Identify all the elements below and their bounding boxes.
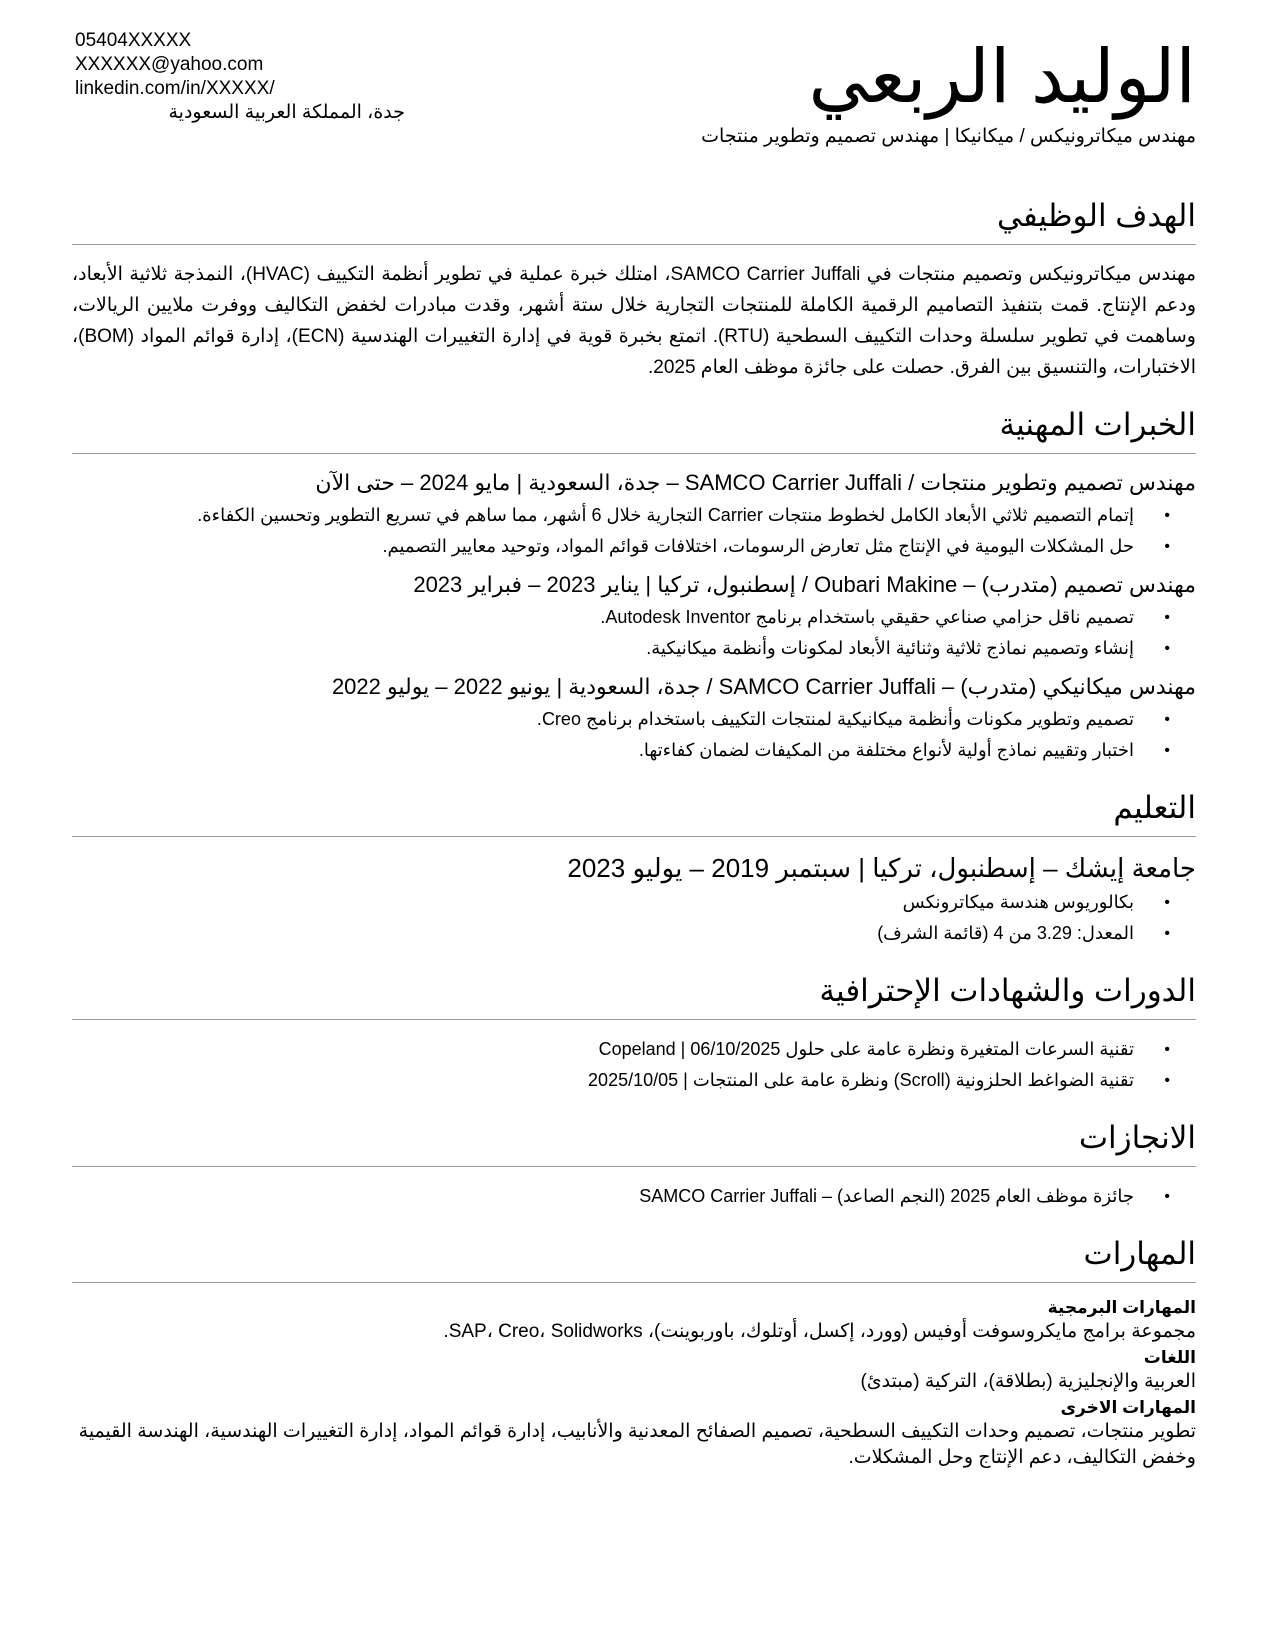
section-title: الانجازات (72, 1118, 1196, 1167)
skill-group-heading: المهارات الاخرى (1060, 1398, 1196, 1417)
list-item: • تقنية الضواغط الحلزونية (Scroll) ونظرة عامة على المنتجات | 2025/10/05 (72, 1065, 1134, 1096)
contact-phone: 05404XXXXX (75, 30, 192, 51)
education-bullets (72, 887, 1196, 949)
job-bullets (72, 704, 1196, 766)
section-title: الخبرات المهنية (72, 405, 1196, 454)
skill-group-text: مجموعة برامج مايكروسوفت أوفيس (وورد، إكسل، أوتلوك، باوربوينت)، SAP، Creo، Solidworks. (443, 1321, 1196, 1342)
achievements-bullets (72, 1181, 1196, 1212)
list-item: • تقنية السرعات المتغيرة ونظرة عامة على حلول Copeland | 06/10/2025 (72, 1034, 1134, 1065)
experience-section (72, 405, 1196, 766)
contact-block (75, 29, 405, 125)
job-title: مهندس تصميم (متدرب) – Oubari Makine / إسطنبول، تركيا | يناير 2023 – فبراير 2023 (413, 572, 1196, 597)
resume-body (72, 196, 1196, 1493)
list-item: • بكالوريوس هندسة ميكاترونكس (72, 887, 1134, 918)
list-item: • اختبار وتقييم نماذج أولية لأنواع مختلفة من المكيفات لضمان كفاءتها. (72, 735, 1134, 766)
contact-linkedin: linkedin.com/in/XXXXX/ (75, 78, 275, 99)
skill-group-heading: اللغات (1143, 1348, 1196, 1367)
education-section (72, 788, 1196, 949)
courses-bullets (72, 1034, 1196, 1096)
job-bullets (72, 602, 1196, 664)
job-bullets (72, 500, 1196, 562)
education-school: جامعة إيشك – إسطنبول، تركيا | سبتمبر 2019 – يوليو 2023 (567, 853, 1196, 883)
job-title: مهندس تصميم وتطوير منتجات / SAMCO Carrier Juffali – جدة، السعودية | مايو 2024 – حتى الآن (315, 470, 1196, 495)
contact-email: XXXXXX@yahoo.com (75, 54, 264, 75)
list-item: • إنشاء وتصميم نماذج ثلاثية وثنائية الأبعاد لمكونات وأنظمة ميكانيكية. (72, 633, 1134, 664)
section-title: التعليم (72, 788, 1196, 837)
section-title: الدورات والشهادات الإحترافية (72, 971, 1196, 1020)
list-item: • حل المشكلات اليومية في الإنتاج مثل تعارض الرسومات، اختلافات قوائم المواد، وتوحيد معايير التصميم. (72, 531, 1134, 562)
candidate-name: الوليد الربعي (808, 35, 1196, 118)
skill-group-text: تطوير منتجات، تصميم وحدات التكييف السطحية، تصميم الصفائح المعدنية والأنابيب، إدارة قوائم المواد، إدارة التغييرات الهندسية، الهندسة القيمية وخفض التكاليف، دعم الإنتاج وحل المشكلات. (78, 1421, 1196, 1468)
section-title: الهدف الوظيفي (72, 196, 1196, 245)
skill-group-heading: المهارات البرمجية (1047, 1298, 1196, 1317)
job-title: مهندس ميكانيكي (متدرب) – SAMCO Carrier Juffali / جدة، السعودية | يونيو 2022 – يوليو 2022 (331, 674, 1196, 699)
contact-location: جدة، المملكة العربية السعودية (168, 102, 405, 123)
list-item: • تصميم ناقل حزامي صناعي حقيقي باستخدام برنامج Autodesk Inventor. (72, 602, 1134, 633)
list-item: • جائزة موظف العام 2025 (النجم الصاعد) – SAMCO Carrier Juffali (72, 1181, 1134, 1212)
resume-header (436, 32, 1196, 150)
section-title: المهارات (72, 1234, 1196, 1283)
skill-group-text: العربية والإنجليزية (بطلاقة)، التركية (مبتدئ) (860, 1371, 1196, 1392)
candidate-subtitle: مهندس ميكاترونيكس / ميكانيكا | مهندس تصميم وتطوير منتجات (701, 126, 1196, 147)
courses-section (72, 971, 1196, 1096)
objective-text: مهندس ميكاترونيكس وتصميم منتجات في SAMCO Carrier Juffali، امتلك خبرة عملية في تطوير أنظمة التكييف (HVAC)، النمذجة ثلاثية الأبعاد، ودعم الإنتاج. قمت بتنفيذ التصاميم الرقمية الكاملة للمنتجات التجارية خلال ستة أشهر، وقدت مبادرات لخفض التكاليف ووفرت ملايين الريالات، وساهمت في تطوير سلسلة وحدات التكييف السطحية (RTU). اتمتع بخبرة قوية في إدارة التغييرات الهندسية (ECN)، إدارة قوائم المواد (BOM)، الاختبارات، والتنسيق بين الفرق. حصلت على جائزة موظف العام 2025. (72, 264, 1196, 378)
list-item: • تصميم وتطوير مكونات وأنظمة ميكانيكية لمنتجات التكييف باستخدام برنامج Creo. (72, 704, 1134, 735)
list-item: • إتمام التصميم ثلاثي الأبعاد الكامل لخطوط منتجات Carrier التجارية خلال 6 أشهر، مما ساهم في تسريع التطوير وتحسين الكفاءة. (72, 500, 1134, 531)
achievements-section (72, 1118, 1196, 1212)
skills-section (72, 1234, 1196, 1471)
list-item: • المعدل: 3.29 من 4 (قائمة الشرف) (72, 918, 1134, 949)
objective-section (72, 196, 1196, 383)
